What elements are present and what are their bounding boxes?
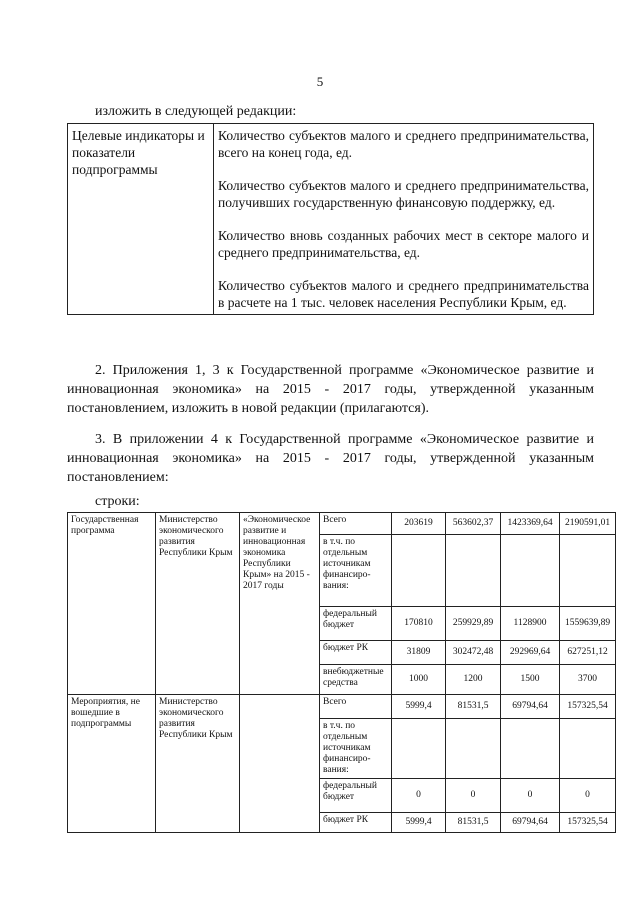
source-cell: в т.ч. по отдельным источникам финансиро-вания: [320, 535, 392, 607]
finance-table [67, 512, 616, 833]
value-cell: 0 [501, 779, 560, 813]
indicator-item: Количество субъектов малого и среднего предпринимательства, получивших государственную финансовую поддержку, ед. [218, 178, 589, 210]
status-cell: Мероприятия, не вошедшие в подпрограммы [68, 695, 156, 833]
value-cell: 259929,89 [446, 607, 501, 641]
value-cell: 1200 [446, 665, 501, 695]
program-name-cell: «Экономическое развитие и инновационная экономика Республики Крым» на 2015 - 2017 годы [240, 513, 320, 695]
value-cell: 157325,54 [560, 813, 616, 833]
value-cell: 0 [446, 779, 501, 813]
table-row [68, 513, 616, 535]
value-cell: 1000 [392, 665, 446, 695]
value-cell: 302472,48 [446, 641, 501, 665]
source-cell: федеральный бюджет [320, 779, 392, 813]
executor-cell: Министерство экономического развития Республики Крым [156, 513, 240, 695]
value-cell: 69794,64 [501, 813, 560, 833]
value-cell [446, 535, 501, 607]
table-row [68, 695, 616, 719]
source-cell: Всего [320, 695, 392, 719]
value-cell: 1128900 [501, 607, 560, 641]
value-cell: 69794,64 [501, 695, 560, 719]
value-cell: 0 [560, 779, 616, 813]
page-number: 5 [316, 74, 324, 89]
value-cell: 157325,54 [560, 695, 616, 719]
value-cell: 563602,37 [446, 513, 501, 535]
indicator-item: Количество субъектов малого и среднего предпринимательства в расчете на 1 тыс. человек населения Республики Крым, ед. [218, 278, 589, 310]
source-cell: внебюджетные средства [320, 665, 392, 695]
indicators-table [67, 123, 594, 315]
value-cell: 3700 [560, 665, 616, 695]
paragraph-3: 3. В приложении 4 к Государственной программе «Экономическое развитие и инновационная экономика» на 2015 - 2017 годы, утвержденной указанным постановлением: [67, 432, 594, 485]
value-cell [446, 719, 501, 779]
value-cell: 5999,4 [392, 695, 446, 719]
value-cell [392, 535, 446, 607]
table-row [68, 124, 594, 315]
value-cell: 31809 [392, 641, 446, 665]
program-name-cell [240, 695, 320, 833]
value-cell: 627251,12 [560, 641, 616, 665]
intro-line: изложить в следующей редакции: [95, 104, 297, 119]
rows-label: строки: [95, 494, 140, 509]
value-cell [560, 719, 616, 779]
indicator-item: Количество вновь созданных рабочих мест в секторе малого и среднего предпринимательства, ед. [218, 228, 589, 260]
value-cell: 292969,64 [501, 641, 560, 665]
indicator-item: Количество субъектов малого и среднего предпринимательства, всего на конец года, ед. [218, 128, 589, 160]
value-cell: 203619 [392, 513, 446, 535]
source-cell: федеральный бюджет [320, 607, 392, 641]
value-cell: 2190591,01 [560, 513, 616, 535]
value-cell: 1423369,64 [501, 513, 560, 535]
value-cell: 1559639,89 [560, 607, 616, 641]
status-cell: Государственная программа [68, 513, 156, 695]
value-cell: 1500 [501, 665, 560, 695]
value-cell [501, 535, 560, 607]
indicators-list [214, 124, 594, 315]
indicators-label: Целевые индикаторы и показатели подпрограммы [68, 124, 214, 315]
source-cell: в т.ч. по отдельным источникам финансиро-вания: [320, 719, 392, 779]
source-cell: бюджет РК [320, 813, 392, 833]
value-cell [392, 719, 446, 779]
value-cell: 0 [392, 779, 446, 813]
value-cell: 81531,5 [446, 813, 501, 833]
value-cell [501, 719, 560, 779]
source-cell: бюджет РК [320, 641, 392, 665]
value-cell: 5999,4 [392, 813, 446, 833]
paragraph-2: 2. Приложения 1, 3 к Государственной программе «Экономическое развитие и инновационная экономика» на 2015 - 2017 годы, утвержденной указанным постановлением, изложить в новой редакции (прилагаются). [67, 363, 594, 416]
executor-cell: Министерство экономического развития Республики Крым [156, 695, 240, 833]
value-cell [560, 535, 616, 607]
value-cell: 170810 [392, 607, 446, 641]
value-cell: 81531,5 [446, 695, 501, 719]
source-cell: Всего [320, 513, 392, 535]
